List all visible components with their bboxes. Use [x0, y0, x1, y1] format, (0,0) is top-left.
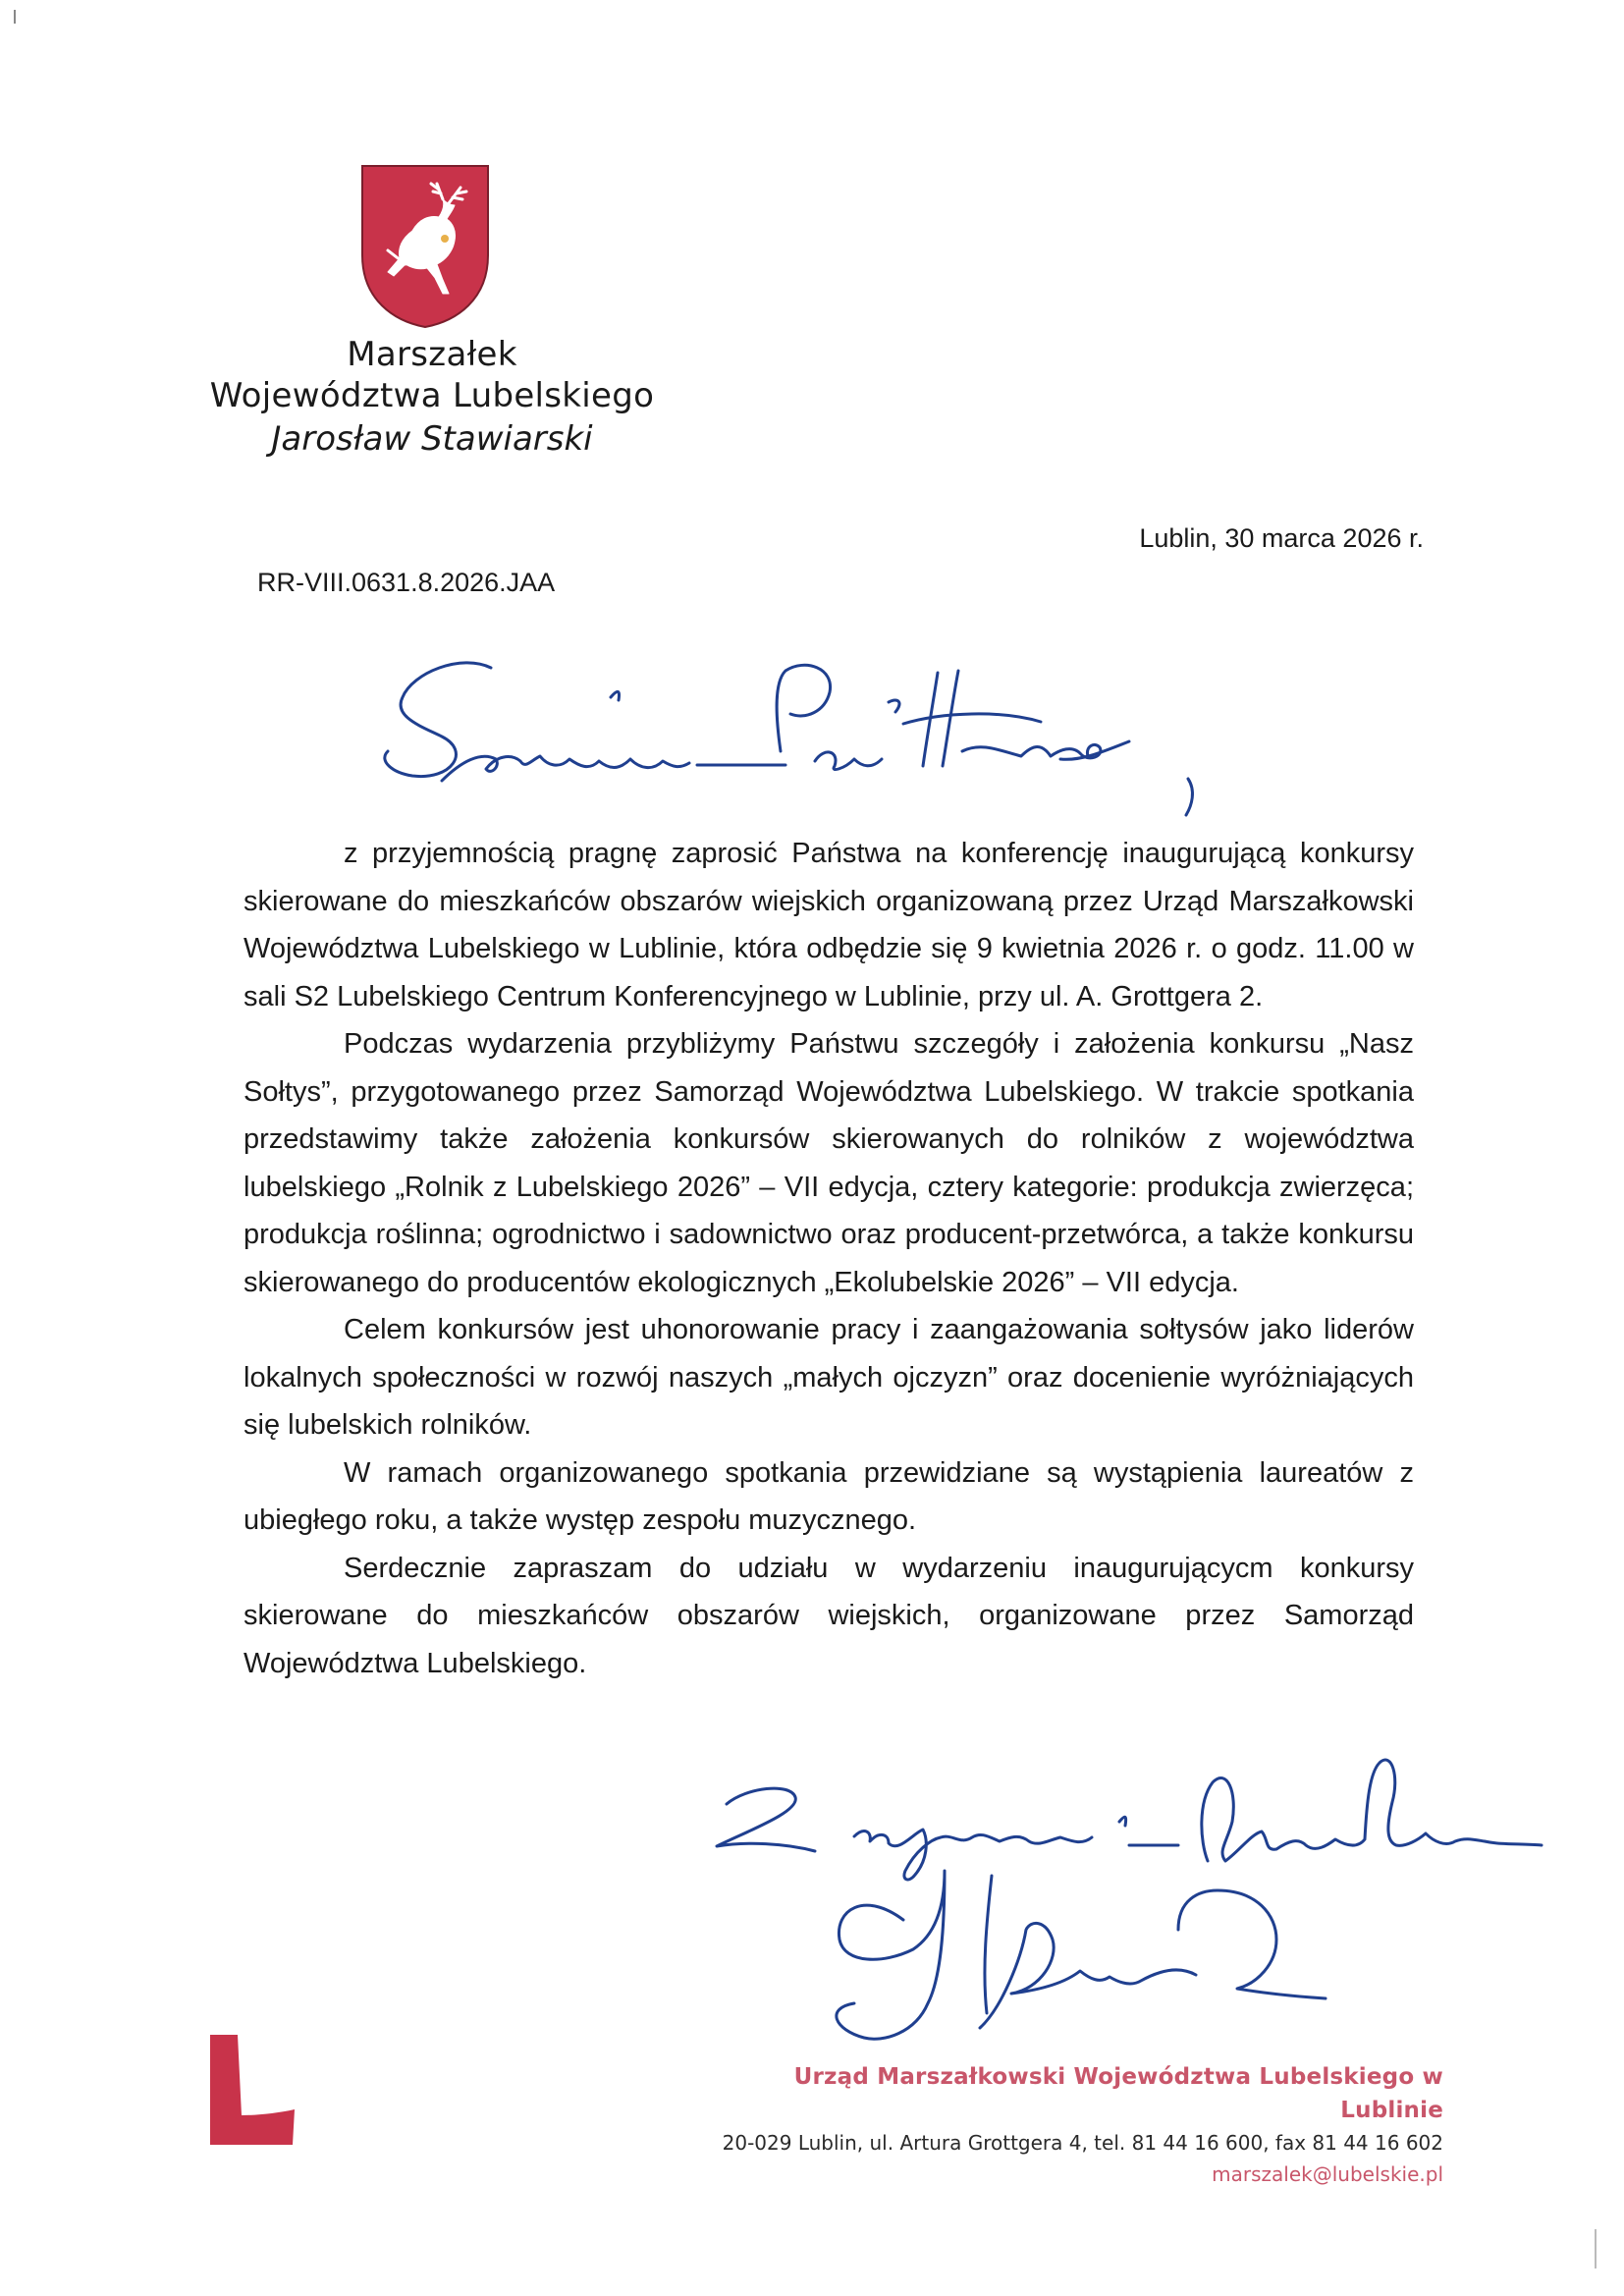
- paragraph: Celem konkursów jest uhonorowanie pracy i zaangażowania sołtysów jako liderów lokalnych społeczności w rozwój naszych „małych ojczyzn” oraz docenienie wyróżniających się lubelskich rolników.: [244, 1314, 1414, 1441]
- paragraph: z przyjemnością pragnę zaprosić Państwa na konferencję inaugurującą konkursy skierowane do mieszkańców obszarów wiejskich organizowaną przez Urząd Marszałkowski Województwa Lubelskiego w Lublinie, która odbędzie się 9 kwietnia 2026 r. o godz. 11.00 w sali S2 Lubelskiego Centrum Konferencyjnego w Lublinie, przy ul. A. Grottgera 2.: [244, 838, 1414, 1012]
- paragraph: Serdecznie zapraszam do udziału w wydarzeniu inaugurującycm konkursy skierowane do mieszkańców obszarów wiejskich, organizowane przez Samorząd Województwa Lubelskiego.: [244, 1552, 1414, 1679]
- handwritten-signature: [687, 1743, 1605, 2067]
- footer-email-link[interactable]: marszalek@lubelskie.pl: [1212, 2162, 1443, 2186]
- paragraph: W ramach organizowanego spotkania przewidziane są wystąpienia laureatów z ubiegłego roku, a także występ zespołu muzycznego.: [244, 1456, 1414, 1536]
- letterhead-name: Jarosław Stawiarski: [271, 419, 593, 459]
- scan-artifact: [14, 10, 16, 24]
- coat-of-arms-icon: [358, 162, 492, 329]
- paragraph: Podczas wydarzenia przybliżymy Państwu szczegóły i założenia konkursu „Nasz Sołtys”, przygotowanego przez Samorząd Województwa Lubelskiego. W trakcie spotkania przedstawimy także założenia konkursów skierowanych do rolników z województwa lubelskiego „Rolnik z Lubelskiego 2026” – VII edycja, cztery kategorie: produkcja zwierzęca; produkcja roślinna; ogrodnictwo i sadownictwo oraz producent-przetwórca, a także konkursu skierowanego do producentów ekologicznych „Ekolubelskie 2026” – VII edycja.: [244, 1028, 1414, 1298]
- handwritten-salutation: [373, 643, 1316, 825]
- letter-body: [244, 830, 1414, 1687]
- letterhead: [177, 334, 687, 462]
- brand-logo-icon: [208, 2033, 297, 2147]
- reference-number: RR-VIII.0631.8.2026.JAA: [257, 568, 556, 597]
- footer-address: 20-029 Lublin, ul. Artura Grottgera 4, tel. 81 44 16 600, fax 81 44 16 602: [722, 2131, 1443, 2155]
- letter-date: Lublin, 30 marca 2026 r.: [1139, 523, 1424, 553]
- scan-artifact: [1595, 2229, 1597, 2269]
- footer: [687, 2060, 1443, 2190]
- footer-office-name: Urząd Marszałkowski Województwa Lubelskiego w Lublinie: [793, 2064, 1443, 2123]
- letterhead-title-line1: Marszałek: [347, 335, 517, 374]
- letterhead-title-line2: Województwa Lubelskiego: [209, 376, 655, 415]
